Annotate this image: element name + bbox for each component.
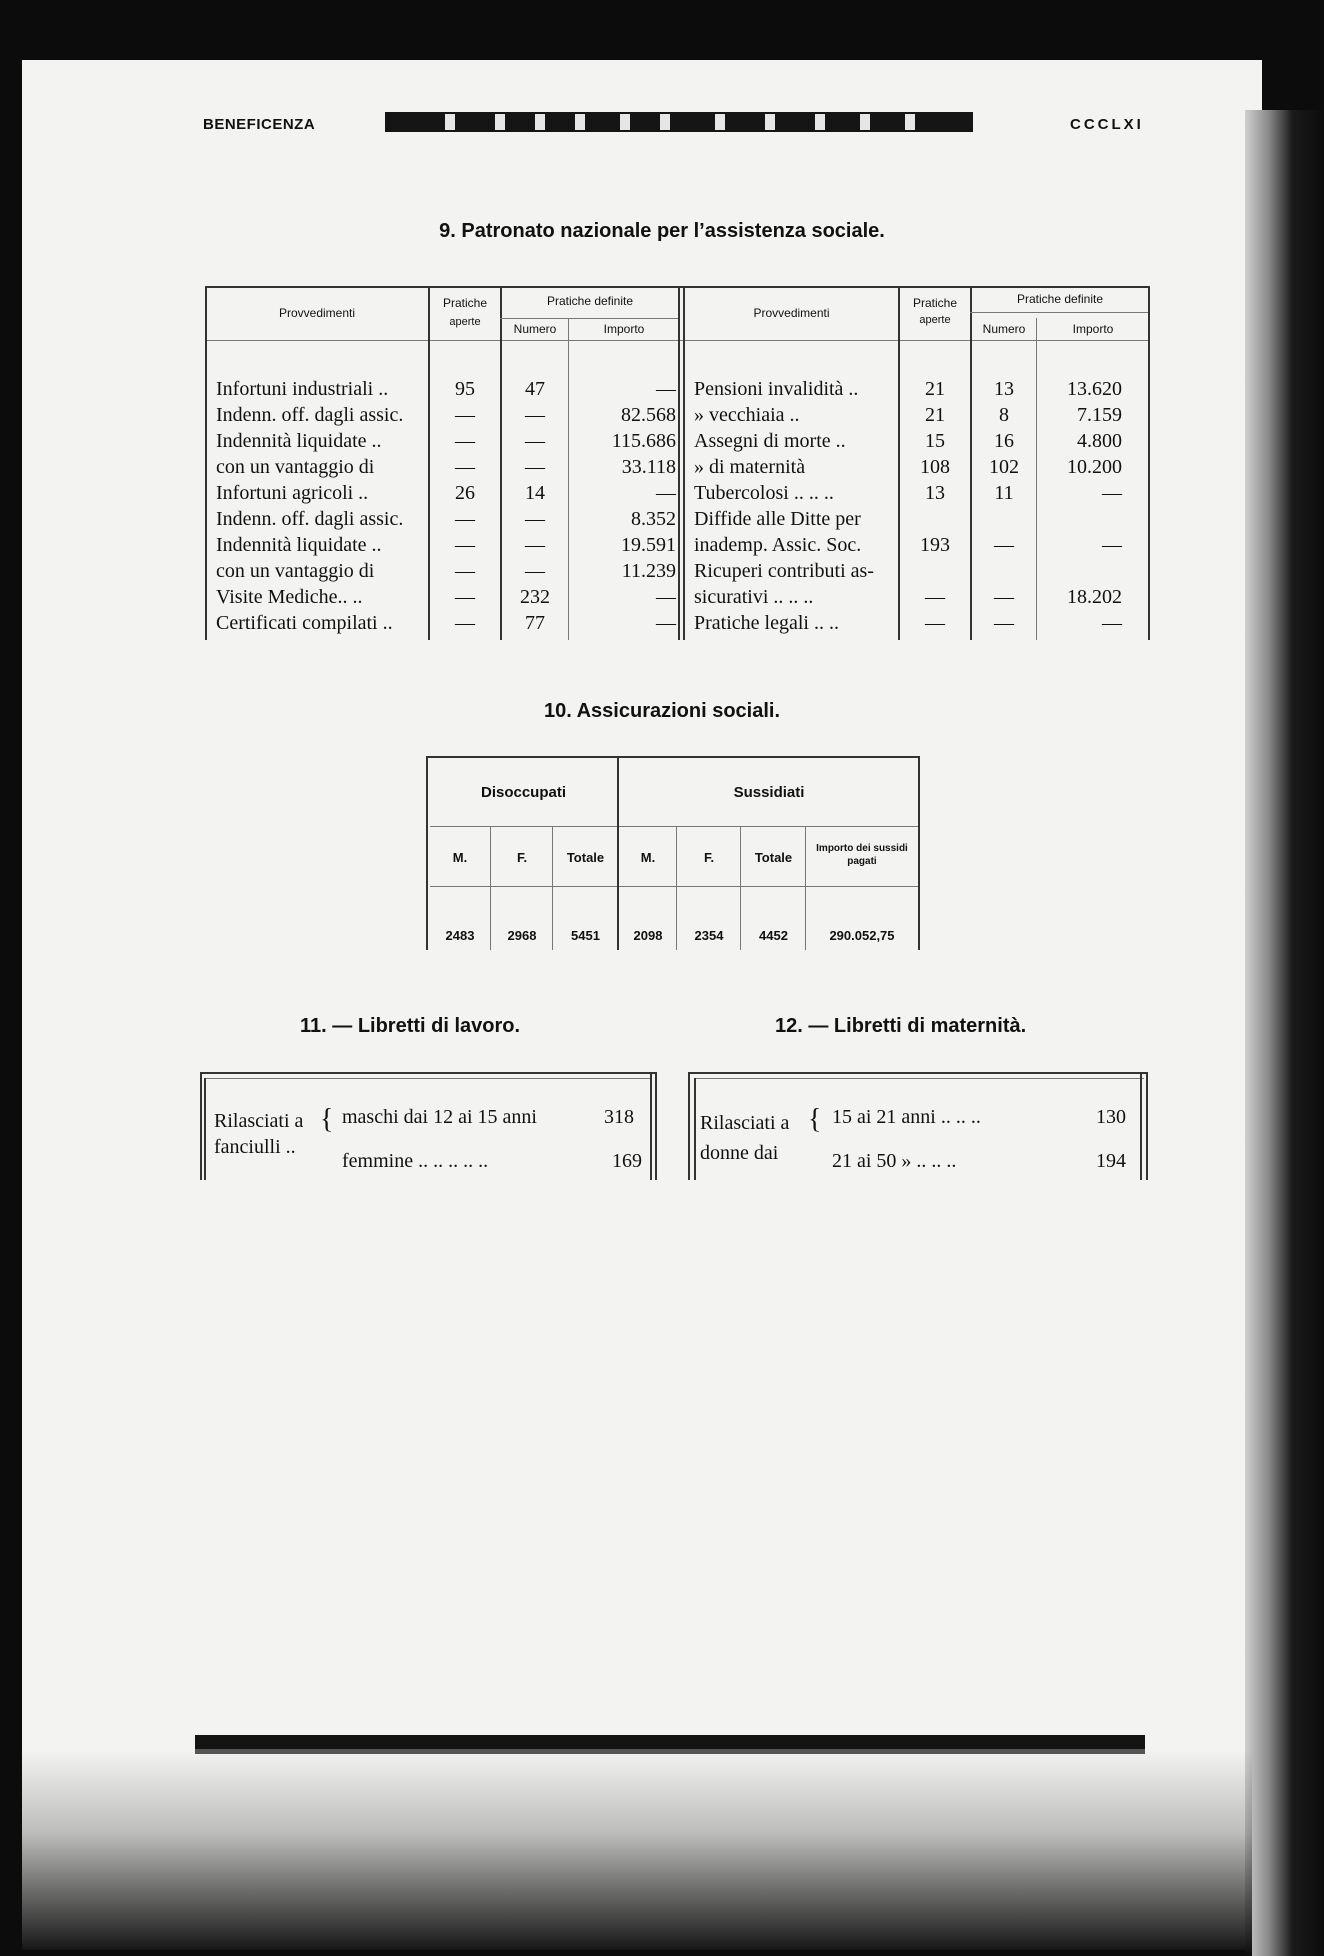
left-row-label: con un vantaggio di <box>216 560 375 582</box>
right-row-aperte: — <box>925 612 945 634</box>
right-row-label: Ricuperi contributi as- <box>694 560 874 582</box>
val-totale-1: 5451 <box>571 928 600 943</box>
right-row-numero: — <box>994 586 1014 608</box>
right-row-label: Pensioni invalidità .. <box>694 378 859 400</box>
left-row-aperte: 26 <box>455 482 475 504</box>
left-row-importo: — <box>656 378 676 400</box>
hdr-m-1: M. <box>452 850 468 865</box>
right-row-numero: 102 <box>989 456 1019 478</box>
col-provvedimenti-left: Provvedimenti <box>278 306 356 320</box>
hdr-importo-sussidi: Importo dei sussidi pagati <box>816 843 908 867</box>
maternita-row-1-value: 130 <box>1096 1106 1126 1128</box>
col-importo-left: Importo <box>603 322 645 336</box>
group-disoccupati: Disoccupati <box>480 784 567 801</box>
val-m-2: 2098 <box>633 928 663 943</box>
right-row-aperte: 21 <box>925 404 945 426</box>
right-row-numero: — <box>994 534 1014 556</box>
right-row-numero: 8 <box>999 404 1009 426</box>
col-pratiche-aperte-left-1: Pratiche <box>442 296 488 310</box>
right-row-aperte: 21 <box>925 378 945 400</box>
brace: { <box>320 1104 334 1135</box>
right-row-numero: — <box>994 612 1014 634</box>
right-row-aperte: 108 <box>920 456 950 478</box>
left-row-numero: — <box>525 560 545 582</box>
left-row-numero: — <box>525 534 545 556</box>
left-row-importo: — <box>656 482 676 504</box>
scan-shadow-bottom <box>22 1750 1252 1956</box>
maternita-row-1-label: 15 ai 21 anni .. .. .. <box>832 1106 981 1128</box>
left-row-aperte: — <box>455 430 475 452</box>
col-pratiche-definite-right: Pratiche definite <box>1016 292 1104 306</box>
decorative-rule-shadow <box>195 1749 1145 1754</box>
col-importo-right: Importo <box>1072 322 1114 336</box>
left-row-label: Visite Mediche.. .. <box>216 586 363 608</box>
right-row-label: Pratiche legali .. .. <box>694 612 839 634</box>
left-row-numero: — <box>525 404 545 426</box>
lavoro-row-2-value: 169 <box>612 1150 642 1172</box>
left-row-label: con un vantaggio di <box>216 456 375 478</box>
right-row-aperte: 193 <box>920 534 950 556</box>
left-row-aperte: — <box>455 586 475 608</box>
col-pratiche-aperte-right-1: Pratiche <box>912 296 958 310</box>
lavoro-row-1-label: maschi dai 12 ai 15 anni <box>342 1106 537 1128</box>
right-row-label: » vecchiaia .. <box>694 404 800 426</box>
running-header-left: BENEFICENZA <box>203 116 316 133</box>
left-row-importo: — <box>656 586 676 608</box>
left-row-numero: 77 <box>525 612 545 634</box>
left-row-numero: 232 <box>520 586 550 608</box>
hdr-totale-2: Totale <box>754 850 793 865</box>
left-row-aperte: — <box>455 612 475 634</box>
header-ornament-band <box>385 112 973 132</box>
hdr-f-2: F. <box>703 850 715 865</box>
left-row-importo: 115.686 <box>611 430 676 452</box>
left-row-importo: 82.568 <box>621 404 676 426</box>
right-row-label: Tubercolosi .. .. .. <box>694 482 834 504</box>
section-12-title: 12. — Libretti di maternità. <box>775 1015 1027 1037</box>
right-row-label: sicurativi .. .. .. <box>694 586 814 608</box>
right-row-label: Assegni di morte .. <box>694 430 846 452</box>
lavoro-label-2: fanciulli .. <box>214 1136 296 1158</box>
section-11-title: 11. — Libretti di lavoro. <box>300 1015 521 1037</box>
right-row-numero: 13 <box>994 378 1014 400</box>
lavoro-row-2-label: femmine .. .. .. .. .. <box>342 1150 489 1172</box>
val-totale-2: 4452 <box>759 928 788 943</box>
group-sussidiati: Sussidiati <box>733 784 805 801</box>
right-row-aperte: — <box>925 586 945 608</box>
left-row-numero: 47 <box>525 378 545 400</box>
left-row-aperte: — <box>455 456 475 478</box>
lavoro-row-1-value: 318 <box>604 1106 634 1128</box>
hdr-totale-1: Totale <box>566 850 605 865</box>
right-row-aperte: 13 <box>925 482 945 504</box>
maternita-label-1: Rilasciati a <box>700 1112 790 1134</box>
col-pratiche-aperte-left-2: aperte <box>449 316 481 328</box>
left-row-label: Indenn. off. dagli assic. <box>216 508 404 530</box>
left-row-label: Infortuni industriali .. <box>216 378 389 400</box>
section-10-title: 10. Assicurazioni sociali. <box>543 700 781 722</box>
left-row-aperte: — <box>455 560 475 582</box>
val-importo-sussidi: 290.052,75 <box>829 928 895 943</box>
left-row-importo: 11.239 <box>621 560 676 582</box>
val-m-1: 2483 <box>445 928 475 943</box>
right-row-label: » di maternità <box>694 456 806 478</box>
hdr-f-1: F. <box>516 850 528 865</box>
val-f-2: 2354 <box>694 928 724 943</box>
left-row-aperte: 95 <box>455 378 475 400</box>
right-row-importo: 7.159 <box>1077 404 1122 426</box>
maternita-row-2-value: 194 <box>1096 1150 1126 1172</box>
right-row-importo: 4.800 <box>1077 430 1122 452</box>
decorative-rule <box>195 1735 1145 1749</box>
left-row-importo: — <box>656 612 676 634</box>
left-row-aperte: — <box>455 534 475 556</box>
left-row-label: Infortuni agricoli .. <box>216 482 369 504</box>
right-row-numero: 16 <box>994 430 1014 452</box>
left-row-aperte: — <box>455 404 475 426</box>
col-pratiche-definite-left: Pratiche definite <box>546 294 634 308</box>
left-row-numero: — <box>525 456 545 478</box>
running-header-right: CCCLXI <box>1070 116 1144 133</box>
left-row-label: Indennità liquidate .. <box>216 430 382 452</box>
maternita-row-2-label: 21 ai 50 » .. .. .. <box>832 1150 957 1172</box>
left-row-label: Indennità liquidate .. <box>216 534 382 556</box>
left-row-importo: 8.352 <box>631 508 676 530</box>
right-row-importo: — <box>1102 482 1122 504</box>
left-row-aperte: — <box>455 508 475 530</box>
right-row-importo: 13.620 <box>1067 378 1122 400</box>
right-row-label: Diffide alle Ditte per <box>694 508 861 530</box>
left-row-numero: — <box>525 508 545 530</box>
right-row-numero: 11 <box>994 482 1014 504</box>
left-row-importo: 33.118 <box>621 456 676 478</box>
col-pratiche-aperte-right-2: aperte <box>919 314 951 326</box>
lavoro-label-1: Rilasciati a <box>214 1110 304 1132</box>
left-row-label: Indenn. off. dagli assic. <box>216 404 404 426</box>
right-row-importo: 10.200 <box>1067 456 1122 478</box>
page <box>22 60 1262 1950</box>
scan-border-right <box>1245 110 1324 1956</box>
val-f-1: 2968 <box>507 928 537 943</box>
left-row-importo: 19.591 <box>621 534 676 556</box>
left-row-numero: — <box>525 430 545 452</box>
right-row-aperte: 15 <box>925 430 945 452</box>
col-numero-right: Numero <box>982 322 1026 336</box>
right-row-importo: — <box>1102 534 1122 556</box>
col-provvedimenti-right: Provvedimenti <box>753 306 830 320</box>
hdr-m-2: M. <box>640 850 656 865</box>
left-row-label: Certificati compilati .. <box>216 612 393 634</box>
right-row-importo: 18.202 <box>1067 586 1122 608</box>
maternita-label-2: donne dai <box>700 1142 779 1164</box>
right-row-label: inademp. Assic. Soc. <box>694 534 862 556</box>
section-9-title: 9. Patronato nazionale per l’assistenza sociale. <box>439 220 885 242</box>
brace: { <box>808 1104 822 1135</box>
col-numero-left: Numero <box>513 322 557 336</box>
left-row-numero: 14 <box>525 482 545 504</box>
right-row-importo: — <box>1102 612 1122 634</box>
